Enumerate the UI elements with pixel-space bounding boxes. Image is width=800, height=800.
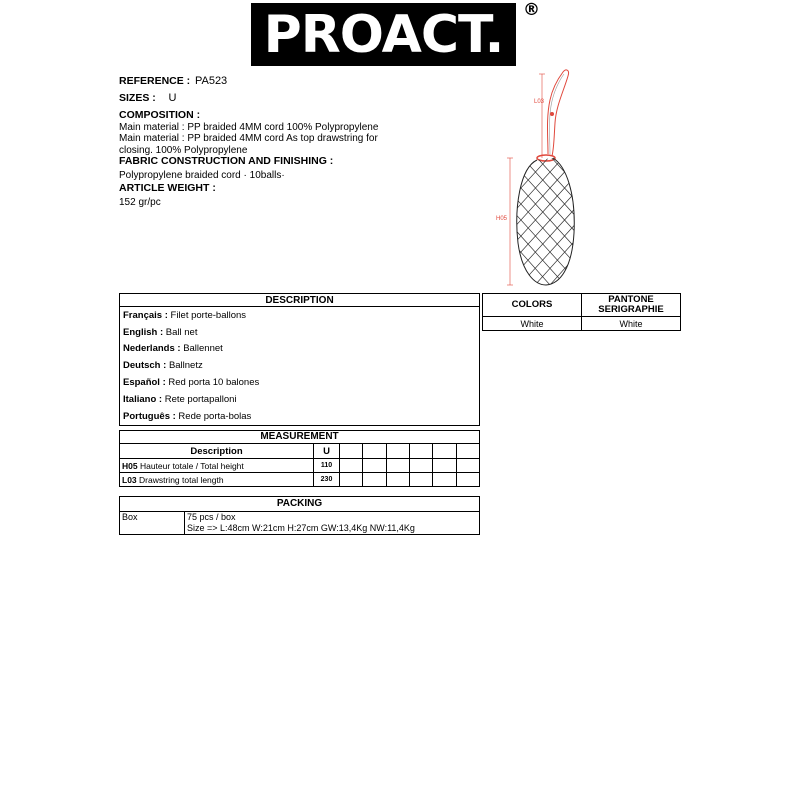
description-title: DESCRIPTION <box>120 294 480 307</box>
measurement-table <box>119 443 480 487</box>
pantone-value: White <box>582 317 681 331</box>
pantone-header: PANTONE SERIGRAPHIE <box>582 294 681 317</box>
l03-label: L03 <box>534 99 545 105</box>
packing-title: PACKING <box>119 496 480 512</box>
description-row: Nederlands : Ballennet <box>123 343 223 355</box>
packing-details: 75 pcs / box Size => L:48cm W:21cm H:27cm GW:13,4Kg NW:11,4Kg <box>185 512 480 535</box>
fabric-label: FABRIC CONSTRUCTION AND FINISHING : <box>119 155 334 167</box>
weight-label: ARTICLE WEIGHT : <box>119 182 216 194</box>
color-value: White <box>483 317 582 331</box>
description-row: Deutsch : Ballnetz <box>123 360 203 372</box>
measurement-title: MEASUREMENT <box>119 430 480 444</box>
description-row: Español : Red porta 10 balones <box>123 377 260 389</box>
measurement-row: L03 Drawstring total length 230 <box>120 473 480 487</box>
description-row: English : Ball net <box>123 326 198 338</box>
registered-mark: ® <box>523 0 540 20</box>
reference-label: REFERENCE : <box>119 75 191 87</box>
sizes-row <box>119 93 177 105</box>
measurement-row: H05 Hauteur totale / Total height 110 <box>120 459 480 473</box>
measurement-desc-header: Description <box>120 444 314 459</box>
weight-value: 152 gr/pc <box>119 196 161 208</box>
colors-table <box>482 293 681 331</box>
description-row: Português : Rede porta-bolas <box>123 410 252 422</box>
sizes-value: U <box>168 92 177 104</box>
reference-row <box>119 76 227 88</box>
net-mesh <box>510 96 590 285</box>
ball-net-drawing <box>490 68 590 290</box>
packing-table <box>119 511 480 535</box>
composition-line-2: Main material : PP braided 4MM cord As top drawstring for <box>119 133 378 144</box>
reference-value: PA523 <box>194 75 228 87</box>
logo-text: PROACT. <box>263 4 504 65</box>
composition-line-3: closing. 100% Polypropylene <box>119 144 248 156</box>
description-row: Français : Filet porte-ballons <box>123 309 247 321</box>
brand-logo <box>251 3 516 66</box>
composition-label: COMPOSITION : <box>119 109 201 121</box>
fabric-value: Polypropylene braided cord · 10balls· <box>119 169 285 181</box>
description-row: Italiano : Rete portapalloni <box>123 393 237 405</box>
packing-type: Box <box>120 512 185 535</box>
composition-line-1: Main material : PP braided 4MM cord 100% Polypropylene <box>119 121 379 133</box>
description-table <box>119 293 480 426</box>
composition-block <box>119 110 378 208</box>
measurement-size-header: U <box>314 444 340 459</box>
sizes-label: SIZES : <box>119 92 156 104</box>
drawstring-knot <box>550 112 554 116</box>
colors-header: COLORS <box>483 294 582 317</box>
h05-label: H05 <box>496 216 508 222</box>
